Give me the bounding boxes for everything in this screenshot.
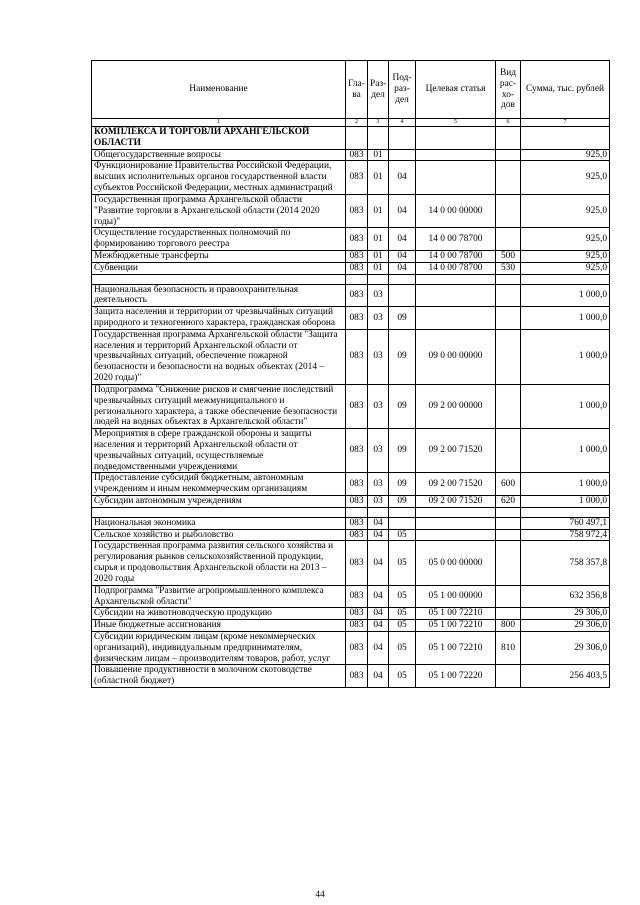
empty-cell — [346, 274, 368, 284]
spacer-row — [92, 274, 610, 284]
cell-sum: 925,0 — [521, 262, 610, 274]
cell-sum: 29 306,0 — [521, 631, 610, 664]
cell-expense — [496, 127, 521, 150]
empty-cell — [368, 274, 389, 284]
cell-target — [416, 307, 496, 330]
cell-subsection: 09 — [389, 329, 416, 384]
cell-name: Общегосударственные вопросы — [92, 149, 346, 161]
column-number: 6 — [496, 119, 521, 127]
cell-expense — [496, 329, 521, 384]
cell-subsection: 04 — [389, 194, 416, 227]
cell-name: Мероприятия в сфере гражданской обороны и защиты населения и территорий Архангельской области от чрезвычайных ситуаций, осуществляемые подведомственными учреждениями — [92, 429, 346, 473]
cell-chapter: 083 — [346, 517, 368, 529]
cell-target: 09 2 00 00000 — [416, 384, 496, 428]
cell-sum: 1 000,0 — [521, 496, 610, 508]
cell-chapter: 083 — [346, 161, 368, 194]
table-header-row — [92, 61, 610, 119]
table-row — [92, 228, 610, 251]
cell-subsection: 05 — [389, 529, 416, 541]
empty-cell — [521, 507, 610, 517]
cell-chapter: 083 — [346, 631, 368, 664]
cell-section: 04 — [368, 631, 389, 664]
cell-sum: 1 000,0 — [521, 473, 610, 496]
cell-subsection: 09 — [389, 473, 416, 496]
cell-target: 05 1 00 72210 — [416, 620, 496, 632]
cell-name: Субсидии на животноводческую продукцию — [92, 608, 346, 620]
cell-chapter: 083 — [346, 307, 368, 330]
cell-expense: 800 — [496, 620, 521, 632]
header-chapter: Гла-ва — [346, 61, 368, 119]
cell-expense: 530 — [496, 262, 521, 274]
cell-section: 04 — [368, 620, 389, 632]
cell-chapter: 083 — [346, 149, 368, 161]
cell-section: 01 — [368, 228, 389, 251]
cell-sum: 1 000,0 — [521, 429, 610, 473]
table-row — [92, 284, 610, 307]
cell-section: 03 — [368, 284, 389, 307]
cell-sum: 29 306,0 — [521, 608, 610, 620]
cell-target — [416, 127, 496, 150]
section-title-row — [92, 127, 610, 150]
cell-name: Национальная экономика — [92, 517, 346, 529]
cell-subsection: 05 — [389, 608, 416, 620]
cell-expense — [496, 194, 521, 227]
cell-section: 04 — [368, 585, 389, 608]
cell-section: 01 — [368, 161, 389, 194]
column-number: 4 — [389, 119, 416, 127]
cell-subsection: 05 — [389, 620, 416, 632]
cell-chapter: 083 — [346, 496, 368, 508]
cell-expense — [496, 517, 521, 529]
cell-name: Субсидии юридическим лицам (кроме некоммерческих организаций), индивидуальным предпринимателям, физическим лицам – производителям товаров, работ, услуг — [92, 631, 346, 664]
budget-table — [91, 60, 610, 688]
spacer-row — [92, 507, 610, 517]
table-row — [92, 585, 610, 608]
table-row — [92, 496, 610, 508]
cell-expense — [496, 284, 521, 307]
column-number: 5 — [416, 119, 496, 127]
cell-name: Защита населения и территории от чрезвычайных ситуаций природного и техногенного характера, гражданская оборона — [92, 307, 346, 330]
empty-cell — [416, 274, 496, 284]
cell-subsection: 09 — [389, 307, 416, 330]
cell-chapter: 083 — [346, 228, 368, 251]
cell-sum: 925,0 — [521, 149, 610, 161]
cell-expense — [496, 541, 521, 585]
cell-target: 09 0 00 00000 — [416, 329, 496, 384]
column-number: 3 — [368, 119, 389, 127]
cell-section: 04 — [368, 608, 389, 620]
table-row — [92, 517, 610, 529]
cell-name: КОМПЛЕКСА И ТОРГОВЛИ АРХАНГЕЛЬСКОЙ ОБЛАСТИ — [92, 127, 346, 150]
cell-chapter: 083 — [346, 473, 368, 496]
table-row — [92, 608, 610, 620]
cell-section: 03 — [368, 473, 389, 496]
cell-subsection: 04 — [389, 262, 416, 274]
table-row — [92, 429, 610, 473]
cell-section — [368, 127, 389, 150]
cell-expense — [496, 384, 521, 428]
cell-target: 09 2 00 71520 — [416, 429, 496, 473]
cell-section: 01 — [368, 194, 389, 227]
cell-subsection — [389, 517, 416, 529]
cell-name: Субсидии автономным учреждениям — [92, 496, 346, 508]
cell-subsection: 09 — [389, 496, 416, 508]
cell-section: 01 — [368, 262, 389, 274]
cell-sum: 760 497,1 — [521, 517, 610, 529]
cell-expense — [496, 665, 521, 688]
cell-target: 14 0 00 00000 — [416, 194, 496, 227]
cell-name: Повышение продуктивности в молочном скотоводстве (областной бюджет) — [92, 665, 346, 688]
cell-target: 05 0 00 00000 — [416, 541, 496, 585]
cell-sum: 256 403,5 — [521, 665, 610, 688]
cell-chapter: 083 — [346, 384, 368, 428]
cell-sum: 1 000,0 — [521, 284, 610, 307]
cell-target: 14 0 00 78700 — [416, 228, 496, 251]
cell-name: Предоставление субсидий бюджетным, автономным учреждениям и иным некоммерческим организациям — [92, 473, 346, 496]
cell-name: Функционирование Правительства Российской Федерации, высших исполнительных органов государственной власти субъектов Российской Федерации, местных администраций — [92, 161, 346, 194]
cell-target — [416, 517, 496, 529]
cell-sum: 632 356,8 — [521, 585, 610, 608]
cell-sum: 925,0 — [521, 250, 610, 262]
cell-subsection: 09 — [389, 384, 416, 428]
cell-sum: 925,0 — [521, 194, 610, 227]
cell-target: 05 1 00 00000 — [416, 585, 496, 608]
cell-section: 03 — [368, 329, 389, 384]
table-row — [92, 541, 610, 585]
cell-subsection: 04 — [389, 250, 416, 262]
cell-section: 03 — [368, 496, 389, 508]
cell-expense — [496, 228, 521, 251]
header-subsection: Под-раз-дел — [389, 61, 416, 119]
cell-target — [416, 161, 496, 194]
cell-target: 05 1 00 72210 — [416, 608, 496, 620]
cell-expense: 600 — [496, 473, 521, 496]
cell-chapter: 083 — [346, 665, 368, 688]
empty-cell — [346, 507, 368, 517]
cell-sum: 1 000,0 — [521, 329, 610, 384]
cell-chapter: 083 — [346, 329, 368, 384]
cell-section: 01 — [368, 250, 389, 262]
cell-subsection — [389, 149, 416, 161]
cell-target: 14 0 00 78700 — [416, 262, 496, 274]
cell-section: 04 — [368, 517, 389, 529]
empty-cell — [389, 274, 416, 284]
cell-subsection: 04 — [389, 228, 416, 251]
cell-expense — [496, 149, 521, 161]
cell-target — [416, 529, 496, 541]
table-row — [92, 194, 610, 227]
cell-sum: 925,0 — [521, 161, 610, 194]
cell-expense — [496, 529, 521, 541]
cell-expense — [496, 161, 521, 194]
cell-chapter: 083 — [346, 250, 368, 262]
table-row — [92, 307, 610, 330]
cell-chapter: 083 — [346, 541, 368, 585]
cell-name: Осуществление государственных полномочий по формированию торгового реестра — [92, 228, 346, 251]
column-number: 1 — [92, 119, 346, 127]
table-row — [92, 149, 610, 161]
cell-section: 04 — [368, 529, 389, 541]
header-section: Раз-дел — [368, 61, 389, 119]
cell-name: Иные бюджетные ассигнования — [92, 620, 346, 632]
cell-sum — [521, 127, 610, 150]
empty-cell — [496, 507, 521, 517]
cell-name: Национальная безопасность и правоохранительная деятельность — [92, 284, 346, 307]
cell-section: 01 — [368, 149, 389, 161]
cell-subsection: 05 — [389, 665, 416, 688]
table-row — [92, 665, 610, 688]
cell-name: Подпрограмма "Снижение рисков и смягчение последствий чрезвычайных ситуаций межмуниципального и регионального характера, а также обеспечение безопасности людей на водных объектах в Архангельской области" — [92, 384, 346, 428]
header-sum: Сумма, тыс. рублей — [521, 61, 610, 119]
cell-subsection: 09 — [389, 429, 416, 473]
cell-name: Государственная программа Архангельской области "Развитие торговли в Архангельской области (2014 2020 годы)" — [92, 194, 346, 227]
cell-chapter: 083 — [346, 608, 368, 620]
cell-expense — [496, 307, 521, 330]
cell-subsection: 05 — [389, 541, 416, 585]
cell-target: 09 2 00 71520 — [416, 473, 496, 496]
page-number: 44 — [315, 890, 325, 900]
header-target: Целевая статья — [416, 61, 496, 119]
cell-expense — [496, 585, 521, 608]
cell-chapter: 083 — [346, 585, 368, 608]
cell-name: Сельское хозяйство и рыболовство — [92, 529, 346, 541]
cell-sum: 1 000,0 — [521, 384, 610, 428]
cell-expense: 500 — [496, 250, 521, 262]
empty-cell — [368, 507, 389, 517]
cell-chapter: 083 — [346, 429, 368, 473]
cell-target: 05 1 00 72220 — [416, 665, 496, 688]
empty-cell — [521, 274, 610, 284]
empty-cell — [92, 507, 346, 517]
cell-name: Межбюджетные трансферты — [92, 250, 346, 262]
cell-section: 04 — [368, 665, 389, 688]
cell-chapter: 083 — [346, 284, 368, 307]
cell-expense — [496, 608, 521, 620]
table-row — [92, 250, 610, 262]
column-number: 7 — [521, 119, 610, 127]
cell-expense: 620 — [496, 496, 521, 508]
cell-target: 05 1 00 72210 — [416, 631, 496, 664]
cell-sum: 1 000,0 — [521, 307, 610, 330]
cell-target — [416, 149, 496, 161]
cell-subsection — [389, 284, 416, 307]
header-expense-type: Вид рас-хо-дов — [496, 61, 521, 119]
cell-sum: 29 306,0 — [521, 620, 610, 632]
column-number-row — [92, 119, 610, 127]
table-row — [92, 161, 610, 194]
table-row — [92, 262, 610, 274]
cell-section: 03 — [368, 429, 389, 473]
cell-expense: 810 — [496, 631, 521, 664]
table-body — [92, 127, 610, 688]
cell-subsection: 04 — [389, 161, 416, 194]
cell-name: Государственная программа развития сельского хозяйства и регулирования рынков сельскохозяйственной продукции, сырья и продовольствия Архангельской области на 2013 – 2020 годы — [92, 541, 346, 585]
empty-cell — [92, 274, 346, 284]
empty-cell — [389, 507, 416, 517]
cell-name: Субвенции — [92, 262, 346, 274]
table-row — [92, 529, 610, 541]
cell-name: Подпрограмма "Развитие агропромышленного комплекса Архангельской области" — [92, 585, 346, 608]
cell-section: 03 — [368, 307, 389, 330]
cell-target: 14 0 00 78700 — [416, 250, 496, 262]
table-row — [92, 384, 610, 428]
empty-cell — [496, 274, 521, 284]
table-row — [92, 473, 610, 496]
cell-chapter: 083 — [346, 620, 368, 632]
cell-expense — [496, 429, 521, 473]
column-number: 2 — [346, 119, 368, 127]
cell-target — [416, 284, 496, 307]
cell-sum: 925,0 — [521, 228, 610, 251]
cell-subsection: 05 — [389, 585, 416, 608]
header-name: Наименование — [92, 61, 346, 119]
cell-chapter: 083 — [346, 194, 368, 227]
cell-chapter — [346, 127, 368, 150]
cell-name: Государственная программа Архангельской области "Защита населения и территорий Архангельской области от чрезвычайных ситуаций, обеспечение пожарной безопасности и безопасности на водных объектах (2014 – 2020 годы)" — [92, 329, 346, 384]
cell-subsection: 05 — [389, 631, 416, 664]
cell-section: 04 — [368, 541, 389, 585]
cell-sum: 758 357,8 — [521, 541, 610, 585]
cell-target: 09 2 00 71520 — [416, 496, 496, 508]
table-row — [92, 620, 610, 632]
empty-cell — [416, 507, 496, 517]
cell-subsection — [389, 127, 416, 150]
cell-chapter: 083 — [346, 529, 368, 541]
cell-chapter: 083 — [346, 262, 368, 274]
cell-sum: 758 972,4 — [521, 529, 610, 541]
table-row — [92, 631, 610, 664]
table-row — [92, 329, 610, 384]
cell-section: 03 — [368, 384, 389, 428]
